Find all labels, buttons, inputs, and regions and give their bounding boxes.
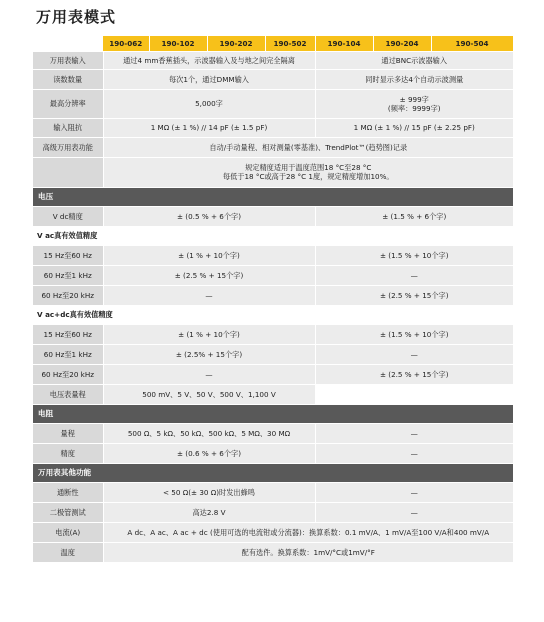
table-row bbox=[33, 265, 513, 285]
row-label: 通断性 bbox=[33, 482, 103, 502]
table-row bbox=[33, 157, 513, 187]
section-header-resistance bbox=[33, 404, 513, 423]
cell-value: 5,000字 bbox=[103, 89, 315, 118]
model-190-204: 190-204 bbox=[373, 36, 431, 51]
row-label: 60 Hz至20 kHz bbox=[33, 285, 103, 305]
subsection-title: V ac真有效值精度 bbox=[33, 226, 513, 245]
subsection-row bbox=[33, 305, 513, 324]
subsection-title: V ac+dc真有效值精度 bbox=[33, 305, 513, 324]
table-row bbox=[33, 482, 513, 502]
subsection-row bbox=[33, 226, 513, 245]
page-title: 万用表模式 bbox=[36, 8, 117, 26]
cell-value: 1 MΩ (± 1 %) // 14 pF (± 1.5 pF) bbox=[103, 118, 315, 137]
section-title: 万用表其他功能 bbox=[33, 463, 513, 482]
cell-value: ± (1.5 % + 10个字) bbox=[315, 324, 513, 344]
row-label: 最高分辨率 bbox=[33, 89, 103, 118]
cell-value: — bbox=[315, 502, 513, 522]
model-190-202: 190-202 bbox=[207, 36, 265, 51]
cell-value: ± (2.5% + 15个字) bbox=[103, 344, 315, 364]
cell-value: ± (0.6 % + 6个字) bbox=[103, 443, 315, 463]
cell-value: 500 Ω、5 kΩ、50 kΩ、500 kΩ、5 MΩ、30 MΩ bbox=[103, 423, 315, 443]
cell-value: — bbox=[315, 443, 513, 463]
cell-value: 配有选件。换算系数：1mV/°C或1mV/°F bbox=[103, 542, 513, 562]
cell-value: ± (0.5 % + 6个字) bbox=[103, 206, 315, 226]
table-row bbox=[33, 522, 513, 542]
table-row bbox=[33, 423, 513, 443]
model-190-502: 190-502 bbox=[265, 36, 315, 51]
row-label: 电压表量程 bbox=[33, 384, 103, 404]
table-row bbox=[33, 206, 513, 226]
cell-value: 1 MΩ (± 1 %) // 15 pF (± 2.25 pF) bbox=[315, 118, 513, 137]
cell-value: ± (1 % + 10个字) bbox=[103, 324, 315, 344]
note-line: 规定精度适用于温度范围18 °C至28 °C bbox=[245, 163, 372, 172]
cell-value: 同时显示多达4个自动示波测量 bbox=[315, 69, 513, 89]
cell-value: < 50 Ω(± 30 Ω)时发出蜂鸣 bbox=[103, 482, 315, 502]
cell-value: ± (2.5 % + 15个字) bbox=[315, 364, 513, 384]
section-header-voltage bbox=[33, 187, 513, 206]
table-row bbox=[33, 89, 513, 118]
cell-value: 每次1个，通过DMM输入 bbox=[103, 69, 315, 89]
row-label: 60 Hz至1 kHz bbox=[33, 344, 103, 364]
cell-value-line: ± 999字 bbox=[399, 94, 429, 104]
row-label: 二极管测试 bbox=[33, 502, 103, 522]
cell-value: — bbox=[103, 364, 315, 384]
row-label: 60 Hz至1 kHz bbox=[33, 265, 103, 285]
cell-value: 高达2.8 V bbox=[103, 502, 315, 522]
cell-value: 通过BNC示波器输入 bbox=[315, 51, 513, 69]
row-label: 60 Hz至20 kHz bbox=[33, 364, 103, 384]
table-row bbox=[33, 118, 513, 137]
cell-value: ± (2.5 % + 15个字) bbox=[103, 265, 315, 285]
cell-value: — bbox=[103, 285, 315, 305]
cell-value: A dc、A ac、A ac + dc (使用可选的电流钳或分流器)：换算系数：0.1 mV/A、1 mV/A至100 V/A和400 mV/A bbox=[103, 522, 513, 542]
model-190-504: 190-504 bbox=[431, 36, 513, 51]
cell-value: ± (1.5 % + 6个字) bbox=[315, 206, 513, 226]
cell-value: — bbox=[315, 344, 513, 364]
cell-value: 500 mV、5 V、50 V、500 V、1,100 V bbox=[103, 384, 315, 404]
table-row bbox=[33, 344, 513, 364]
row-label: 读数数量 bbox=[33, 69, 103, 89]
note-line: 每低于18 °C或高于28 °C 1度，规定精度增加10%。 bbox=[222, 172, 394, 181]
cell-value: — bbox=[315, 265, 513, 285]
row-label: 高级万用表功能 bbox=[33, 137, 103, 157]
table-row bbox=[33, 245, 513, 265]
row-label: 输入阻抗 bbox=[33, 118, 103, 137]
model-190-104: 190-104 bbox=[315, 36, 373, 51]
model-190-062: 190-062 bbox=[103, 36, 149, 51]
row-label: 15 Hz至60 Hz bbox=[33, 324, 103, 344]
row-label: 量程 bbox=[33, 423, 103, 443]
table-row bbox=[33, 69, 513, 89]
table-row bbox=[33, 443, 513, 463]
cell-value: — bbox=[315, 482, 513, 502]
row-label: 15 Hz至60 Hz bbox=[33, 245, 103, 265]
section-title: 电阻 bbox=[33, 404, 513, 423]
cell-value: 自动/手动量程、相对测量(零基准)、TrendPlot™(趋势图)记录 bbox=[103, 137, 513, 157]
row-label: 电流(A) bbox=[33, 522, 103, 542]
table-row bbox=[33, 324, 513, 344]
section-header-other-functions bbox=[33, 463, 513, 482]
cell-value-line: (频率：9999字) bbox=[387, 103, 441, 113]
cell-value bbox=[315, 89, 513, 118]
note-cell bbox=[103, 157, 513, 187]
cell-value: ± (1.5 % + 10个字) bbox=[315, 245, 513, 265]
multimeter-spec-table bbox=[33, 36, 514, 563]
table-row bbox=[33, 542, 513, 562]
row-label: 万用表输入 bbox=[33, 51, 103, 69]
section-title: 电压 bbox=[33, 187, 513, 206]
table-row bbox=[33, 502, 513, 522]
model-190-102: 190-102 bbox=[149, 36, 207, 51]
table-row bbox=[33, 285, 513, 305]
table-row bbox=[33, 51, 513, 69]
cell-value: ± (1 % + 10个字) bbox=[103, 245, 315, 265]
cell-value: — bbox=[315, 423, 513, 443]
table-row bbox=[33, 384, 513, 404]
row-label: V dc精度 bbox=[33, 206, 103, 226]
models-header-row bbox=[33, 36, 513, 51]
table-row bbox=[33, 364, 513, 384]
row-label: 温度 bbox=[33, 542, 103, 562]
table-row bbox=[33, 137, 513, 157]
cell-value: 通过4 mm香蕉插头，示波器输入及与地之间完全隔离 bbox=[103, 51, 315, 69]
row-label: 精度 bbox=[33, 443, 103, 463]
cell-value: ± (2.5 % + 15个字) bbox=[315, 285, 513, 305]
